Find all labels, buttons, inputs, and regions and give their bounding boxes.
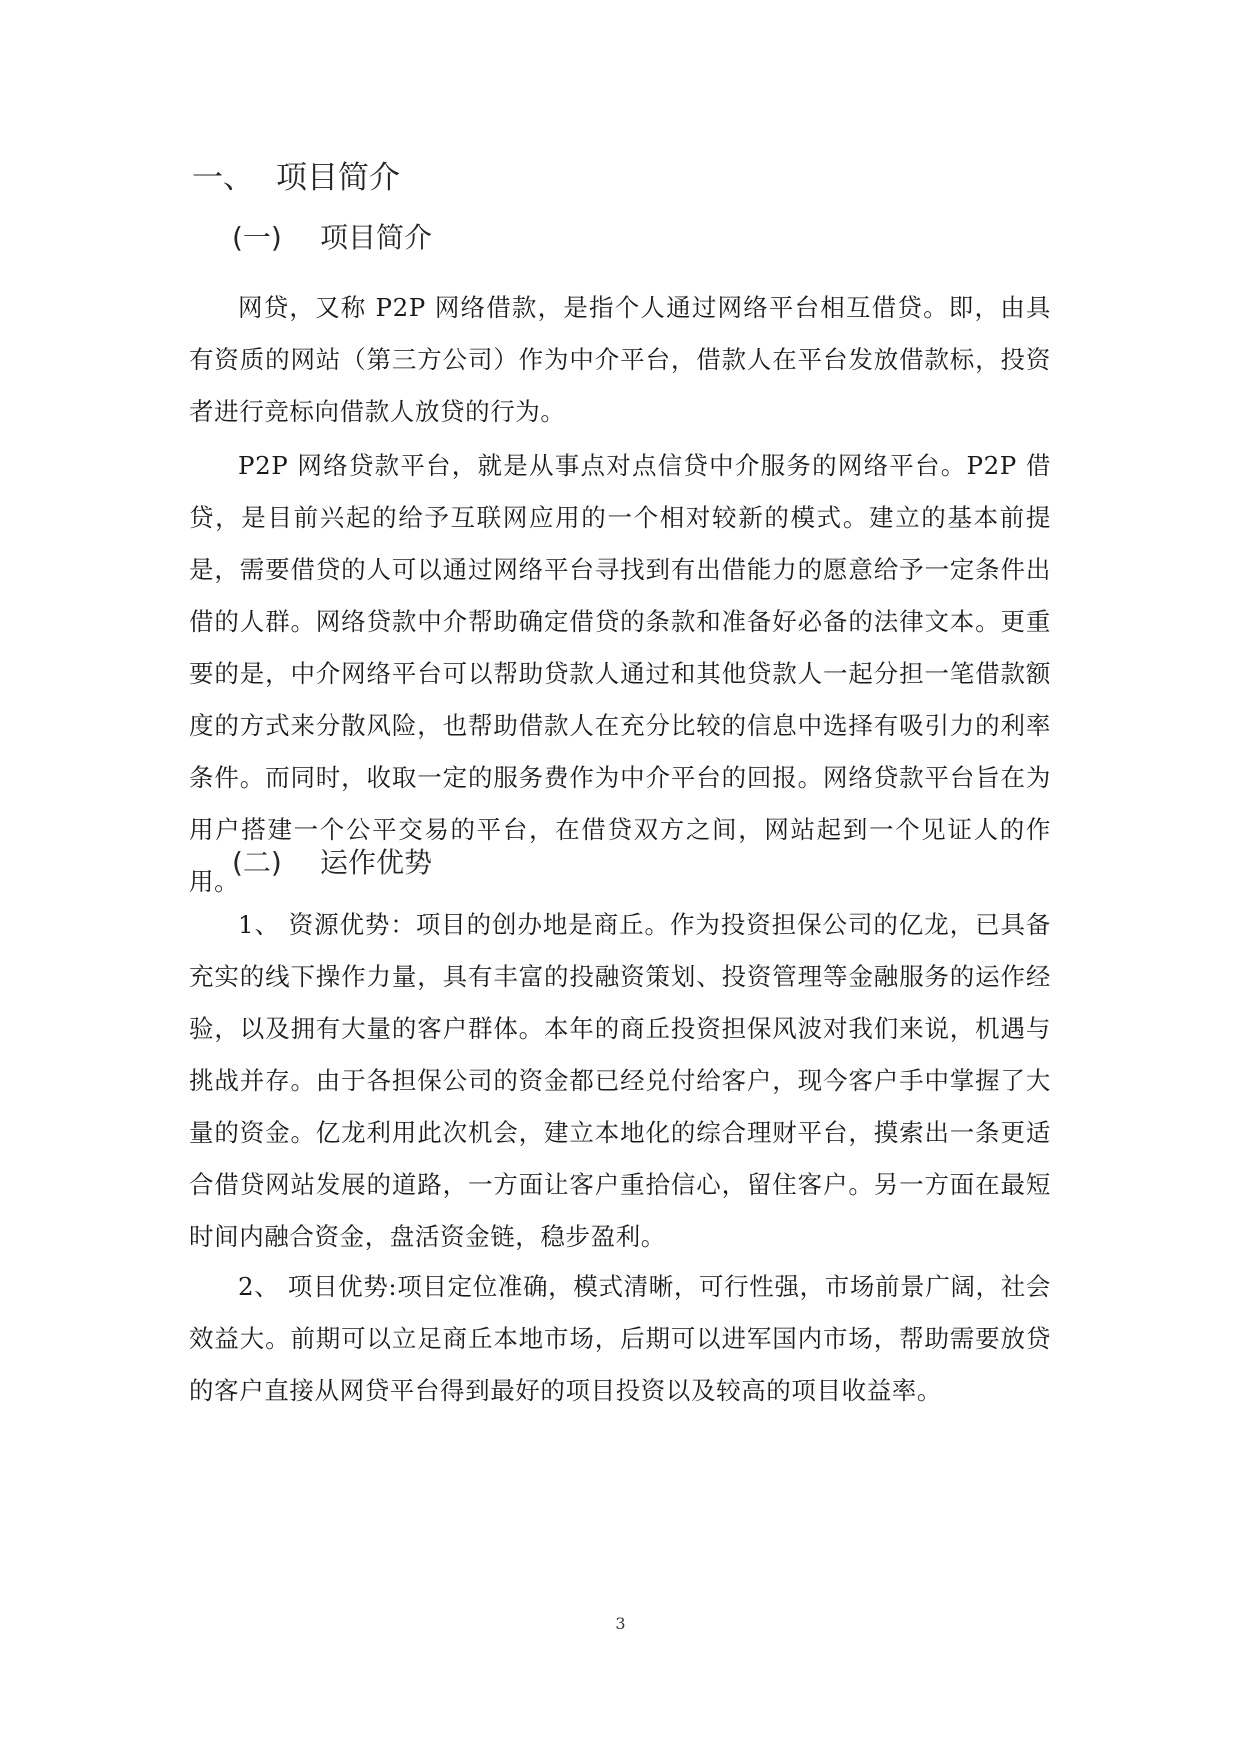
- subsection-title: 项目简介: [320, 221, 433, 254]
- subsection-title: 运作优势: [320, 846, 433, 879]
- subsection-number: (一): [232, 221, 282, 254]
- subsection-heading-1: [232, 218, 432, 258]
- subsection-number: (二): [232, 846, 282, 879]
- paragraph-p2p-definition: 网贷，又称 P2P 网络借款，是指个人通过网络平台相互借贷。即，由具有资质的网站（第三方公司）作为中介平台，借款人在平台发放借款标，投资者进行竞标向借款人放贷的行为。: [189, 293, 1051, 426]
- paragraph-resource-advantage: 1、 资源优势：项目的创办地是商丘。作为投资担保公司的亿龙，已具备充实的线下操作力量，具有丰富的投融资策划、投资管理等金融服务的运作经验，以及拥有大量的客户群体。本年的商丘投资担保风波对我们来说，机遇与挑战并存。由于各担保公司的资金都已经兑付给客户，现今客户手中掌握了大量的资金。亿龙利用此次机会，建立本地化的综合理财平台，摸索出一条更适合借贷网站发展的道路，一方面让客户重拾信心，留住客户。另一方面在最短时间内融合资金，盘活资金链，稳步盈利。: [189, 910, 1051, 1251]
- subsection-heading-2: [232, 843, 432, 883]
- section-number: 一、: [192, 160, 254, 196]
- section-title: 项目简介: [276, 160, 400, 196]
- paragraph-p2p-platform: P2P 网络贷款平台，就是从事点对点信贷中介服务的网络平台。P2P 借贷，是目前兴起的给予互联网应用的一个相对较新的模式。建立的基本前提是，需要借贷的人可以通过网络平台寻找到有出借能力的愿意给予一定条件出借的人群。网络贷款中介帮助确定借贷的条款和准备好必备的法律文本。更重要的是，中介网络平台可以帮助贷款人通过和其他贷款人一起分担一笔借款额度的方式来分散风险，也帮助借款人在充分比较的信息中选择有吸引力的利率条件。而同时，收取一定的服务费作为中介平台的回报。网络贷款平台旨在为用户搭建一个公平交易的平台，在借贷双方之间，网站起到一个见证人的作用。: [189, 451, 1051, 896]
- section-heading: [192, 158, 400, 198]
- paragraph-project-advantage: 2、 项目优势:项目定位准确，模式清晰，可行性强，市场前景广阔，社会效益大。前期可以立足商丘本地市场，后期可以进军国内市场，帮助需要放贷的客户直接从网贷平台得到最好的项目投资以及较高的项目收益率。: [189, 1272, 1051, 1405]
- page-number: 3: [615, 1614, 626, 1633]
